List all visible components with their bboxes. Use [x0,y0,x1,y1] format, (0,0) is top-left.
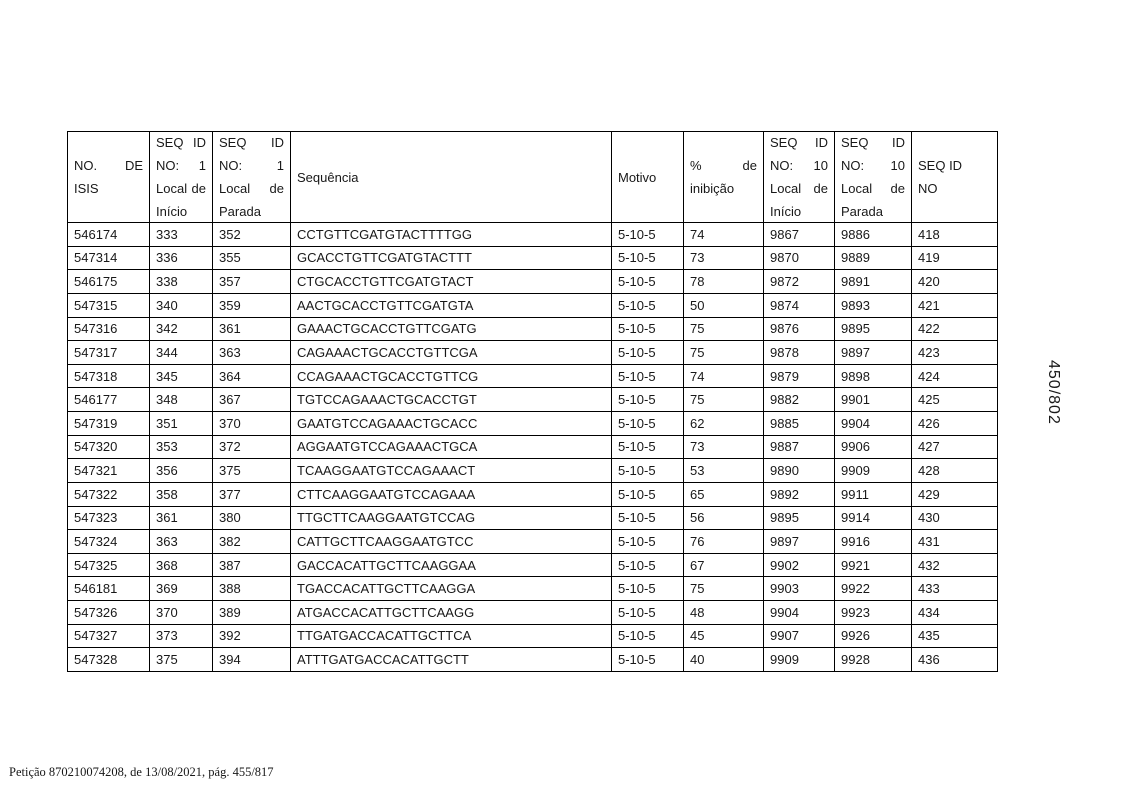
table-cell: 75 [684,577,764,601]
table-cell: 342 [150,317,213,341]
table-cell: 9902 [764,553,835,577]
table-cell: 5-10-5 [612,648,684,672]
table-cell: 9922 [835,577,912,601]
header-text: NO: [841,158,865,173]
header-text: NO: [156,158,180,173]
table-cell: 387 [213,553,291,577]
table-cell: 5-10-5 [612,246,684,270]
table-cell: 344 [150,341,213,365]
table-cell: 547326 [68,601,150,625]
table-cell: ATGACCACATTGCTTCAAGG [291,601,612,625]
table-cell: 355 [213,246,291,270]
petition-footer: Petição 870210074208, de 13/08/2021, pág. 455/817 [9,765,274,779]
table-cell: 546177 [68,388,150,412]
table-cell: 9904 [764,601,835,625]
table-cell: 78 [684,270,764,294]
table-cell: 422 [912,317,998,341]
table-row [68,223,998,247]
table-cell: 547324 [68,530,150,554]
table-cell: 357 [213,270,291,294]
table-cell: 377 [213,482,291,506]
table-cell: CTGCACCTGTTCGATGTACT [291,270,612,294]
table-cell: GACCACATTGCTTCAAGGAA [291,553,612,577]
table-cell: 375 [150,648,213,672]
column-header [764,132,835,223]
table-cell: 9882 [764,388,835,412]
table-cell: 5-10-5 [612,341,684,365]
table-cell: AACTGCACCTGTTCGATGTA [291,293,612,317]
table-cell: 373 [150,624,213,648]
table-cell: 5-10-5 [612,223,684,247]
table-cell: 433 [912,577,998,601]
table-row [68,388,998,412]
table-cell: 351 [150,412,213,436]
table-cell: 9887 [764,435,835,459]
header-text: Sequência [297,169,359,185]
table-cell: 9926 [835,624,912,648]
header-text: ISIS [74,181,99,196]
table-cell: TTGATGACCACATTGCTTCA [291,624,612,648]
table-cell: 547327 [68,624,150,648]
table-row [68,341,998,365]
table-cell: 340 [150,293,213,317]
table-cell: 45 [684,624,764,648]
table-row [68,577,998,601]
table-cell: CATTGCTTCAAGGAATGTCC [291,530,612,554]
table-cell: 9879 [764,364,835,388]
column-header [612,132,684,223]
table-cell: 547328 [68,648,150,672]
table-cell: TGACCACATTGCTTCAAGGA [291,577,612,601]
table-cell: 547322 [68,482,150,506]
table-cell: 9890 [764,459,835,483]
table-cell: 363 [213,341,291,365]
table-cell: TGTCCAGAAACTGCACCTGT [291,388,612,412]
header-text: SEQ [841,135,869,150]
table-cell: 427 [912,435,998,459]
table-cell: 426 [912,412,998,436]
header-text: ID [815,135,828,150]
table-cell: 547325 [68,553,150,577]
column-header [213,132,291,223]
table-cell: 75 [684,341,764,365]
header-text: 10 [890,158,905,173]
table-row [68,506,998,530]
table-cell: 547319 [68,412,150,436]
table-cell: 425 [912,388,998,412]
table-cell: CTTCAAGGAATGTCCAGAAA [291,482,612,506]
table-cell: CAGAAACTGCACCTGTTCGA [291,341,612,365]
table-cell: 9874 [764,293,835,317]
table-cell: 5-10-5 [612,624,684,648]
table-cell: 53 [684,459,764,483]
header-text: de [813,181,828,196]
table-cell: 367 [213,388,291,412]
table-cell: 74 [684,223,764,247]
table-cell: 5-10-5 [612,601,684,625]
table-row [68,412,998,436]
table-cell: 73 [684,435,764,459]
table-cell: 388 [213,577,291,601]
header-text: NO: [770,158,794,173]
table-cell: 67 [684,553,764,577]
table-cell: 9895 [764,506,835,530]
header-text: Motivo [618,169,657,185]
header-text: de [742,158,757,173]
column-header [291,132,612,223]
table-cell: 9886 [835,223,912,247]
column-header [150,132,213,223]
table-cell: ATTTGATGACCACATTGCTT [291,648,612,672]
table-cell: 547318 [68,364,150,388]
table-row [68,530,998,554]
table-cell: 547320 [68,435,150,459]
header-text: Parada [841,204,883,219]
table-row [68,435,998,459]
table-cell: 345 [150,364,213,388]
table-cell: 547316 [68,317,150,341]
table-cell: 380 [213,506,291,530]
table-cell: 361 [213,317,291,341]
table-cell: CCAGAAACTGCACCTGTTCG [291,364,612,388]
table-row [68,293,998,317]
table-cell: 389 [213,601,291,625]
table-cell: 547317 [68,341,150,365]
table-cell: 48 [684,601,764,625]
table-cell: 9923 [835,601,912,625]
table-cell: 9904 [835,412,912,436]
table-cell: 62 [684,412,764,436]
table-cell: 5-10-5 [612,577,684,601]
header-text: Local [219,181,251,196]
page-number-sidebar: 450/802 [1045,360,1062,425]
table-cell: 9892 [764,482,835,506]
table-cell: 9889 [835,246,912,270]
table-cell: 432 [912,553,998,577]
table-cell: 9909 [835,459,912,483]
table-cell: 364 [213,364,291,388]
table-cell: 9895 [835,317,912,341]
table-cell: 547315 [68,293,150,317]
table-row [68,553,998,577]
header-text: NO. [74,158,98,173]
table-cell: 5-10-5 [612,317,684,341]
column-header [68,132,150,223]
table-cell: 75 [684,388,764,412]
table-cell: 375 [213,459,291,483]
table-cell: 363 [150,530,213,554]
table-cell: 356 [150,459,213,483]
table-cell: 430 [912,506,998,530]
table-cell: 9901 [835,388,912,412]
table-row [68,482,998,506]
table-cell: 9916 [835,530,912,554]
table-cell: 358 [150,482,213,506]
header-text: 1 [198,158,206,173]
table-cell: 547321 [68,459,150,483]
table-row [68,270,998,294]
table-cell: 9911 [835,482,912,506]
table-cell: 382 [213,530,291,554]
table-cell: 5-10-5 [612,412,684,436]
column-header [835,132,912,223]
table-cell: 5-10-5 [612,553,684,577]
table-cell: GAAACTGCACCTGTTCGATG [291,317,612,341]
table-cell: 50 [684,293,764,317]
table-cell: 9897 [764,530,835,554]
table-cell: 352 [213,223,291,247]
table-cell: 9903 [764,577,835,601]
table-cell: 40 [684,648,764,672]
header-text: ID [892,135,905,150]
table-row [68,317,998,341]
table-cell: GAATGTCCAGAAACTGCACC [291,412,612,436]
header-text: DE [124,158,143,173]
table-cell: 9876 [764,317,835,341]
header-text: NO: [219,158,243,173]
header-text: SEQ [156,135,184,150]
table-cell: 368 [150,553,213,577]
header-text: Local [156,181,188,196]
table-cell: 359 [213,293,291,317]
table-row [68,364,998,388]
table-cell: 546174 [68,223,150,247]
table-cell: 421 [912,293,998,317]
table-cell: 9906 [835,435,912,459]
table-cell: 423 [912,341,998,365]
table-cell: 429 [912,482,998,506]
table-cell: 435 [912,624,998,648]
table-cell: 419 [912,246,998,270]
table-cell: 9885 [764,412,835,436]
table-cell: 5-10-5 [612,270,684,294]
table-header-row [68,132,998,223]
header-text: de [269,181,284,196]
header-text: Parada [219,204,261,219]
table-cell: 9897 [835,341,912,365]
table-cell: 5-10-5 [612,388,684,412]
table-cell: 9921 [835,553,912,577]
header-text: de [191,181,206,196]
table-cell: 5-10-5 [612,482,684,506]
table-cell: 56 [684,506,764,530]
header-text: SEQ [770,135,798,150]
table-cell: 424 [912,364,998,388]
table-cell: GCACCTGTTCGATGTACTTT [291,246,612,270]
column-header [684,132,764,223]
table-cell: 392 [213,624,291,648]
table-cell: 9878 [764,341,835,365]
table-cell: 547314 [68,246,150,270]
table-cell: 9867 [764,223,835,247]
table-cell: 9914 [835,506,912,530]
header-text: SEQ [219,135,247,150]
table-cell: 74 [684,364,764,388]
table-cell: 5-10-5 [612,506,684,530]
column-header [912,132,998,223]
table-cell: 436 [912,648,998,672]
table-cell: 5-10-5 [612,435,684,459]
table-cell: 361 [150,506,213,530]
table-cell: 5-10-5 [612,364,684,388]
header-text: Início [770,204,802,219]
table-row [68,601,998,625]
table-cell: TTGCTTCAAGGAATGTCCAG [291,506,612,530]
table-row [68,246,998,270]
header-text: Local [770,181,802,196]
table-cell: 333 [150,223,213,247]
table-cell: 348 [150,388,213,412]
table-cell: 394 [213,648,291,672]
table-cell: 547323 [68,506,150,530]
header-text: Início [156,204,188,219]
header-text: Local [841,181,873,196]
header-text: de [890,181,905,196]
header-text: 1 [276,158,284,173]
table-cell: 65 [684,482,764,506]
table-row [68,459,998,483]
table-cell: 5-10-5 [612,459,684,483]
table-cell: 372 [213,435,291,459]
header-text: % [690,158,702,173]
table-cell: 353 [150,435,213,459]
table-cell: 420 [912,270,998,294]
header-text: SEQ ID [918,158,963,173]
table-cell: 336 [150,246,213,270]
table-cell: 546175 [68,270,150,294]
table-cell: 76 [684,530,764,554]
table-cell: 9891 [835,270,912,294]
table-cell: 9872 [764,270,835,294]
table-cell: 9870 [764,246,835,270]
table-cell: CCTGTTCGATGTACTTTTGG [291,223,612,247]
header-text: inibição [690,181,735,196]
sequence-table [67,131,998,672]
table-cell: 9898 [835,364,912,388]
table-cell: 338 [150,270,213,294]
table-cell: 434 [912,601,998,625]
table-cell: 73 [684,246,764,270]
table-cell: 5-10-5 [612,293,684,317]
table-cell: 9893 [835,293,912,317]
table-cell: 9907 [764,624,835,648]
table-cell: 9928 [835,648,912,672]
header-text: ID [193,135,206,150]
table-cell: 75 [684,317,764,341]
table-cell: 418 [912,223,998,247]
table-cell: 5-10-5 [612,530,684,554]
header-text: NO [918,181,938,196]
table-cell: 9909 [764,648,835,672]
table-cell: 369 [150,577,213,601]
header-text: 10 [813,158,828,173]
header-text: ID [271,135,284,150]
table-cell: TCAAGGAATGTCCAGAAACT [291,459,612,483]
table-cell: 370 [150,601,213,625]
table-cell: 546181 [68,577,150,601]
table-cell: AGGAATGTCCAGAAACTGCA [291,435,612,459]
table-cell: 428 [912,459,998,483]
table-cell: 370 [213,412,291,436]
table-row [68,624,998,648]
table-cell: 431 [912,530,998,554]
table-row [68,648,998,672]
